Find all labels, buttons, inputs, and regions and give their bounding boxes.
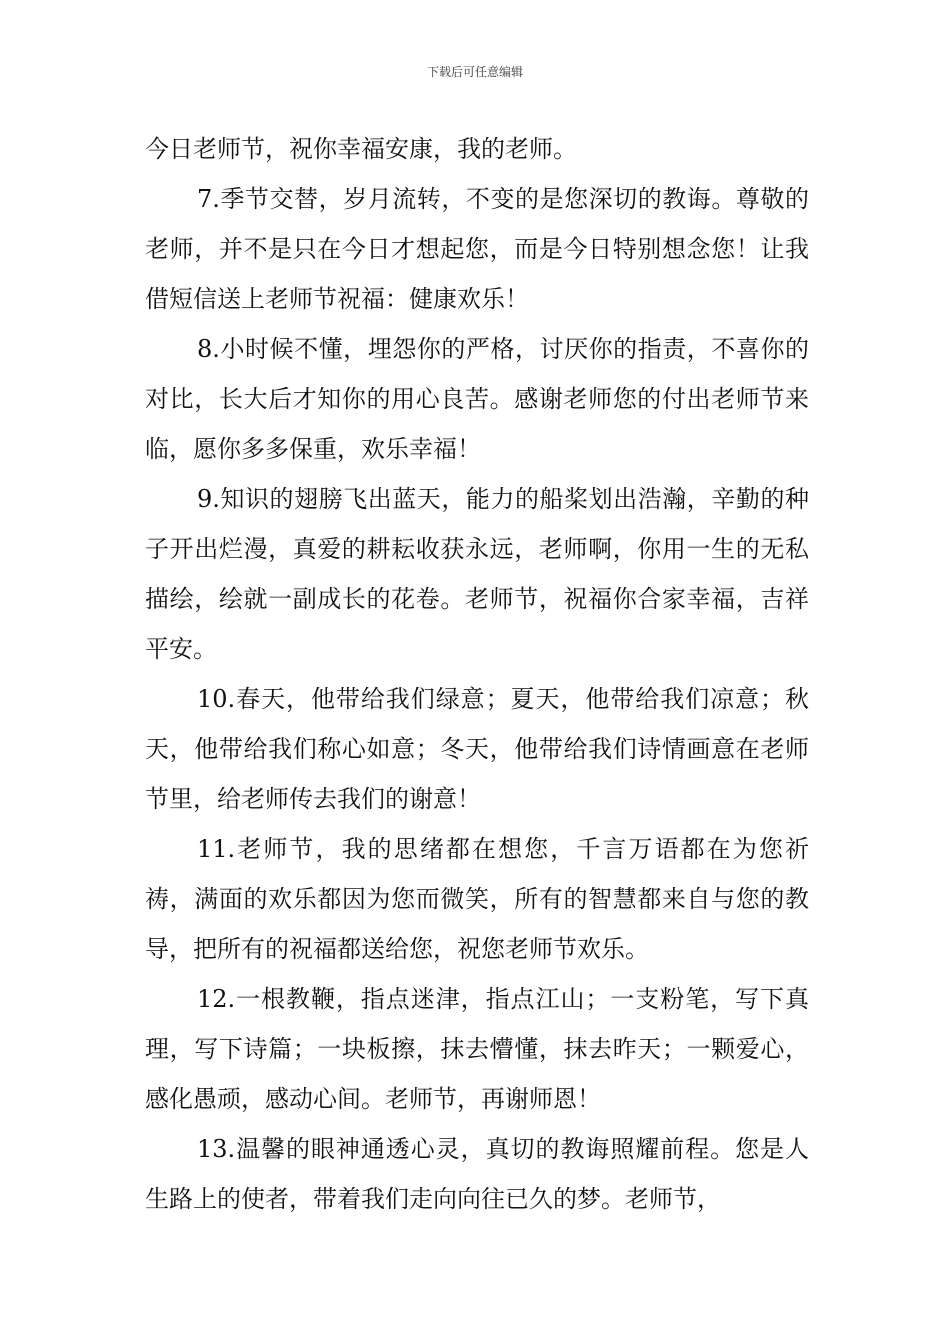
- paragraph-item-10: 10.春天，他带给我们绿意；夏天，他带给我们凉意；秋天，他带给我们称心如意；冬天，他带给我们诗情画意在老师节里，给老师传去我们的谢意！: [145, 685, 809, 813]
- paragraph-item-8: 8.小时候不懂，埋怨你的严格，讨厌你的指责，不喜你的对比，长大后才知你的用心良苦。感谢老师您的付出老师节来临，愿你多多保重，欢乐幸福！: [145, 335, 809, 463]
- page-header-note: 下载后可任意编辑: [426, 65, 523, 79]
- paragraph-continuation: 今日老师节，祝你幸福安康，我的老师。: [145, 135, 577, 163]
- paragraph-item-13: 13.温馨的眼神通透心灵，真切的教诲照耀前程。您是人生路上的使者，带着我们走向向往已久的梦。老师节，: [145, 1135, 809, 1213]
- paragraph-item-9: 9.知识的翅膀飞出蓝天，能力的船桨划出浩瀚，辛勤的种子开出烂漫，真爱的耕耘收获永远，老师啊，你用一生的无私描绘，绘就一副成长的花卷。老师节，祝福你合家幸福，吉祥平安。: [145, 485, 809, 663]
- paragraph-item-7: 7.季节交替，岁月流转，不变的是您深切的教诲。尊敬的老师，并不是只在今日才想起您，而是今日特别想念您！让我借短信送上老师节祝福：健康欢乐！: [145, 185, 809, 313]
- paragraph-item-12: 12.一根教鞭，指点迷津，指点江山；一支粉笔，写下真理，写下诗篇；一块板擦，抹去懵懂，抹去昨天；一颗爱心，感化愚顽，感动心间。老师节，再谢师恩！: [145, 985, 809, 1113]
- document-body: [145, 124, 809, 1224]
- paragraph-item-11: 11.老师节，我的思绪都在想您，千言万语都在为您祈祷，满面的欢乐都因为您而微笑，所有的智慧都来自与您的教导，把所有的祝福都送给您，祝您老师节欢乐。: [145, 835, 809, 963]
